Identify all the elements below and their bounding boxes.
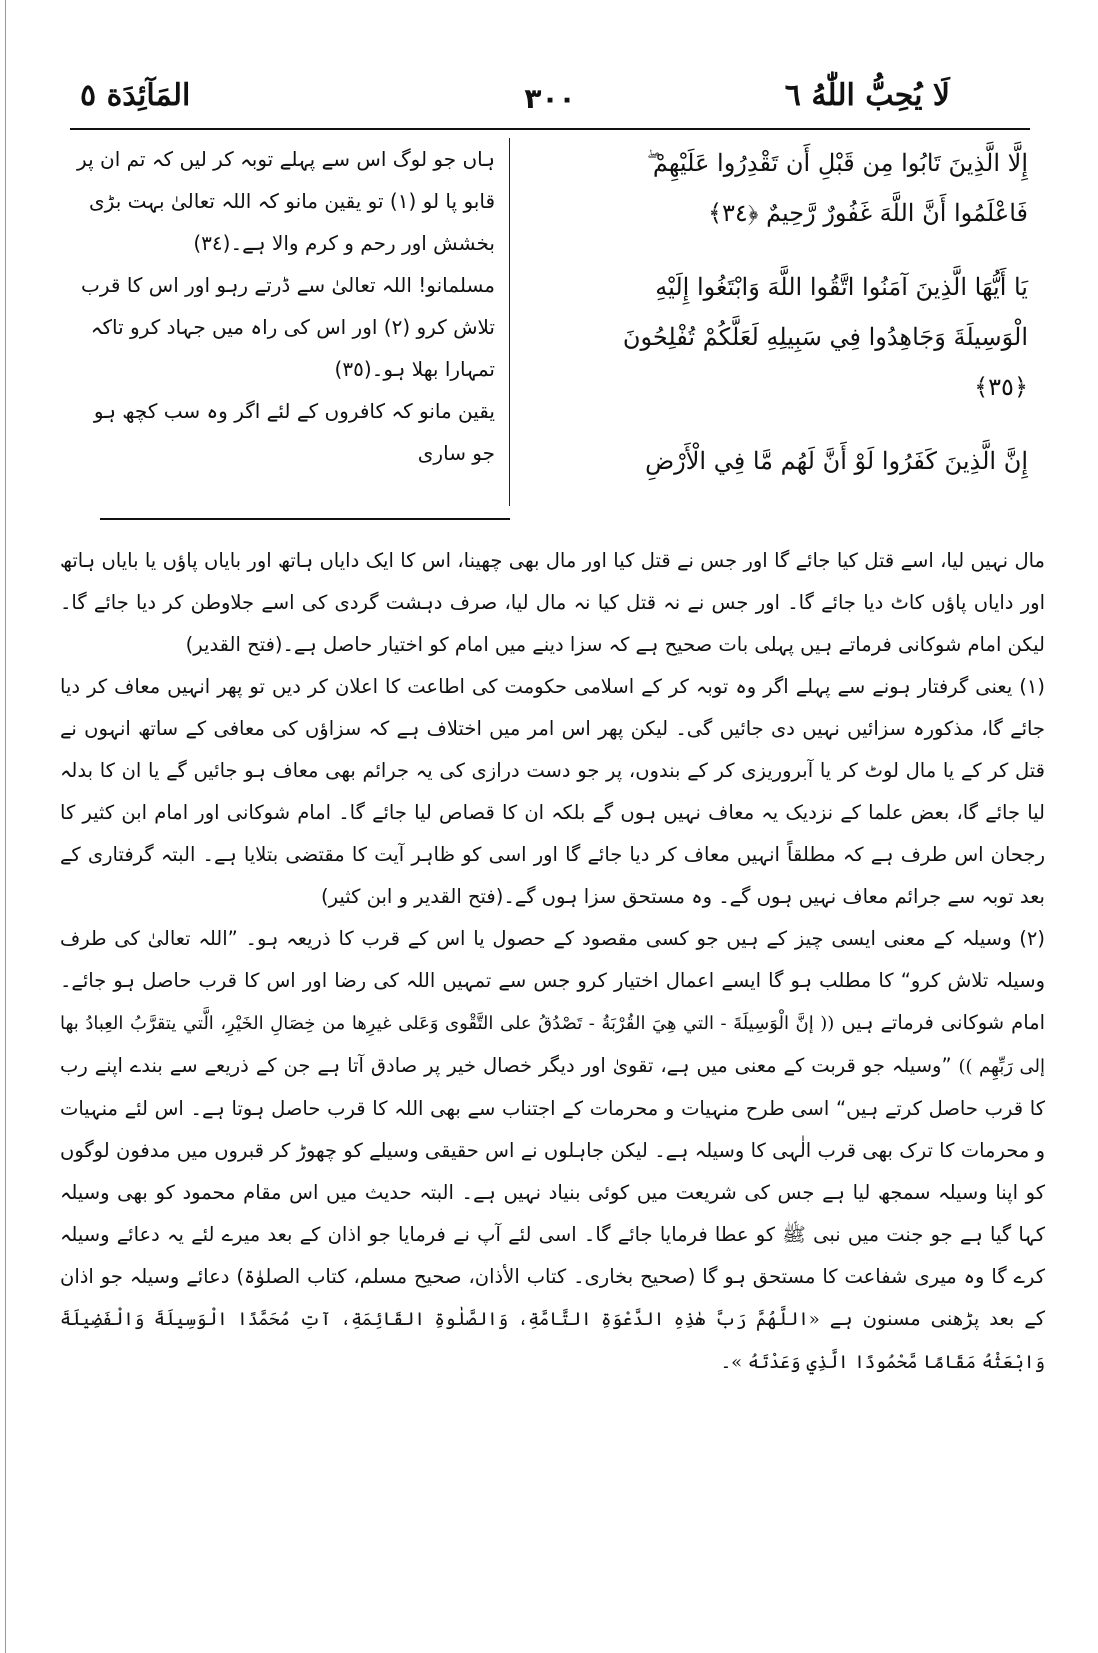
verse-34: إِلَّا الَّذِينَ تَابُوا مِن قَبْلِ أَن تَقْدِرُوا عَلَيْهِمْ ۖ فَاعْلَمُوا أَنَّ اللَّهَ غَفُورٌ رَّحِيمٌ ﴿٣٤﴾	[646, 149, 1028, 227]
footnote-2-text-b: ”وسیلہ جو قربت کے معنی میں ہے، تقویٰ اور دیگر خصال خیر پر صادق آتا ہے جن کے ذریعے سے بندے اپنے رب کا قرب حاصل کرتے ہیں“ اسی طرح منہیات و محرمات کے اجتناب سے بھی اللہ کا قرب حاصل ہوتا ہے۔ اس لئے منہیات و محرمات کا ترک بھی قرب الٰہی کا وسیلہ ہے۔ لیکن جاہلوں نے اس حقیقی وسیلے کو چھوڑ کر قبروں میں مدفون لوگوں کو اپنا وسیلہ سمجھ لیا ہے جس کی شریعت میں کوئی بنیاد نہیں ہے۔ البتہ حدیث میں اس مقام محمود کو بھی وسیلہ کہا گیا ہے جو جنت میں نبی ﷺ کو عطا فرمایا جائے گا۔ اسی لئے آپ نے فرمایا جو اذان کے بعد میرے لئے یہ دعائے وسیلہ کرے گا وہ میری شفاعت کا مستحق ہو گا (صحیح بخاری۔ کتاب الأذان، صحیح مسلم، کتاب الصلوٰۃ) دعائے وسیلہ جو اذان کے بعد پڑھنی مسنون ہے	[60, 1054, 1045, 1330]
footnote-continuation: مال نہیں لیا، اسے قتل کیا جائے گا اور جس نے قتل کیا اور مال بھی چھینا، اس کا ایک دایاں ہاتھ اور بایاں پاؤں یا بایاں ہاتھ اور دایاں پاؤں کاٹ دیا جائے گا۔ اور جس نے نہ قتل کیا نہ مال لیا، صرف دہشت گردی کی اسے جلاوطن کر دیا جائے گا۔ لیکن امام شوکانی فرماتے ہیں پہلی بات صحیح ہے کہ سزا دینے میں امام کو اختیار حاصل ہے۔(فتح القدیر)	[60, 549, 1045, 656]
verse-36-start: إِنَّ الَّذِينَ كَفَرُوا لَوْ أَنَّ لَهُم مَّا فِي الْأَرْضِ	[645, 447, 1028, 475]
translation-34: ہاں جو لوگ اس سے پہلے توبہ کر لیں کہ تم ان پر قابو پا لو (١) تو یقین مانو کہ اللہ تعالیٰ بہت بڑی بخشش اور رحم و کرم والا ہے۔(٣٤)	[77, 147, 495, 255]
arabic-column	[583, 138, 1028, 510]
footnote-2-arabic-quote: (( إنَّ الْوَسِيلَةَ - التي هِيَ القُرْبَةُ - تَصْدُقُ على التَّقْوى وَعَلى غيرِها من خِصَالِ الخَيْرِ، الَّتي يتقرَّبُ العِبادُ بها إلى رَبِّهِم ))	[60, 1013, 1045, 1077]
translation-36-start: یقین مانو کہ کافروں کے لئے اگر وہ سب کچھ ہو جو ساری	[93, 399, 495, 465]
page-header	[70, 78, 1030, 126]
footnote-2-text-a: (٢) وسیلہ کے معنی ایسی چیز کے ہیں جو کسی مقصود کے حصول یا اس کے قرب کا ذریعہ ہو۔ ”اللہ تعالیٰ کی طرف وسیلہ تلاش کرو“ کا مطلب ہو گا ایسے اعمال اختیار کرو جس سے تمہیں اللہ کی رضا اور اس کا قرب حاصل ہو جائے۔ امام شوکانی فرماتے ہیں	[60, 927, 1046, 1034]
page-edge	[5, 0, 6, 1653]
surah-title: المَآئِدَة ٥	[80, 78, 191, 113]
verse-35: يَا أَيُّهَا الَّذِينَ آمَنُوا اتَّقُوا اللَّهَ وَابْتَغُوا إِلَيْهِ الْوَسِيلَةَ وَجَاهِدُوا فِي سَبِيلِهِ لَعَلَّكُمْ تُفْلِحُونَ ﴿٣٥﴾	[622, 273, 1028, 401]
footnote-separator	[100, 518, 510, 520]
footnote-2	[60, 918, 1045, 1384]
translation-column	[65, 138, 510, 506]
footnotes	[60, 540, 1045, 1384]
footnote-1: (١) یعنی گرفتار ہونے سے پہلے اگر وہ توبہ کر کے اسلامی حکومت کی اطاعت کا اعلان کر دیں تو پھر انہیں معاف کر دیا جائے گا، مذکورہ سزائیں نہیں دی جائیں گی۔ لیکن پھر اس امر میں اختلاف ہے کہ سزاؤں کی معافی کے ساتھ انہوں نے قتل کر کے یا مال لوٹ کر یا آبروریزی کر کے بندوں، پر جو دست درازی کی یہ جرائم بھی معاف ہو جائیں گے یا ان کا بدلہ لیا جائے گا، بعض علما کے نزدیک یہ معاف نہیں ہوں گے بلکہ ان کا قصاص لیا جائے گا۔ امام شوکانی اور امام ابن کثیر کا رجحان اس طرف ہے کہ مطلقاً انہیں معاف کر دیا جائے گا اور اسی کو ظاہر آیت کا مقتضی بتلایا ہے۔ البتہ گرفتاری کے بعد توبہ سے جرائم معاف نہیں ہوں گے۔ وہ مستحق سزا ہوں گے۔(فتح القدیر و ابن کثیر)	[60, 675, 1045, 908]
translation-35: مسلمانو! اللہ تعالیٰ سے ڈرتے رہو اور اس کا قرب تلاش کرو (٢) اور اس کی راہ میں جہاد کرو تاکہ تمہارا بھلا ہو۔(٣٥)	[81, 273, 495, 381]
footnote-2-dua: «اللَّهُمَّ رَبَّ هٰذِهِ الدَّعْوَةِ التَّامَّةِ، وَالصَّلٰوةِ القَائِمَةِ، آتِ مُحَمَّدًا الْوَسِيلَةَ وَالْفَضِيلَةَ وَابْعَثْهُ مَقَامًا مَّحْمُودًا الَّذِي وَعَدْتَهُ »۔	[60, 1309, 1045, 1373]
juz-title: لَا يُحِبُّ اللّٰهُ ٦	[784, 78, 950, 113]
page-number: ٣٠٠	[524, 82, 576, 115]
header-rule	[70, 128, 1030, 130]
